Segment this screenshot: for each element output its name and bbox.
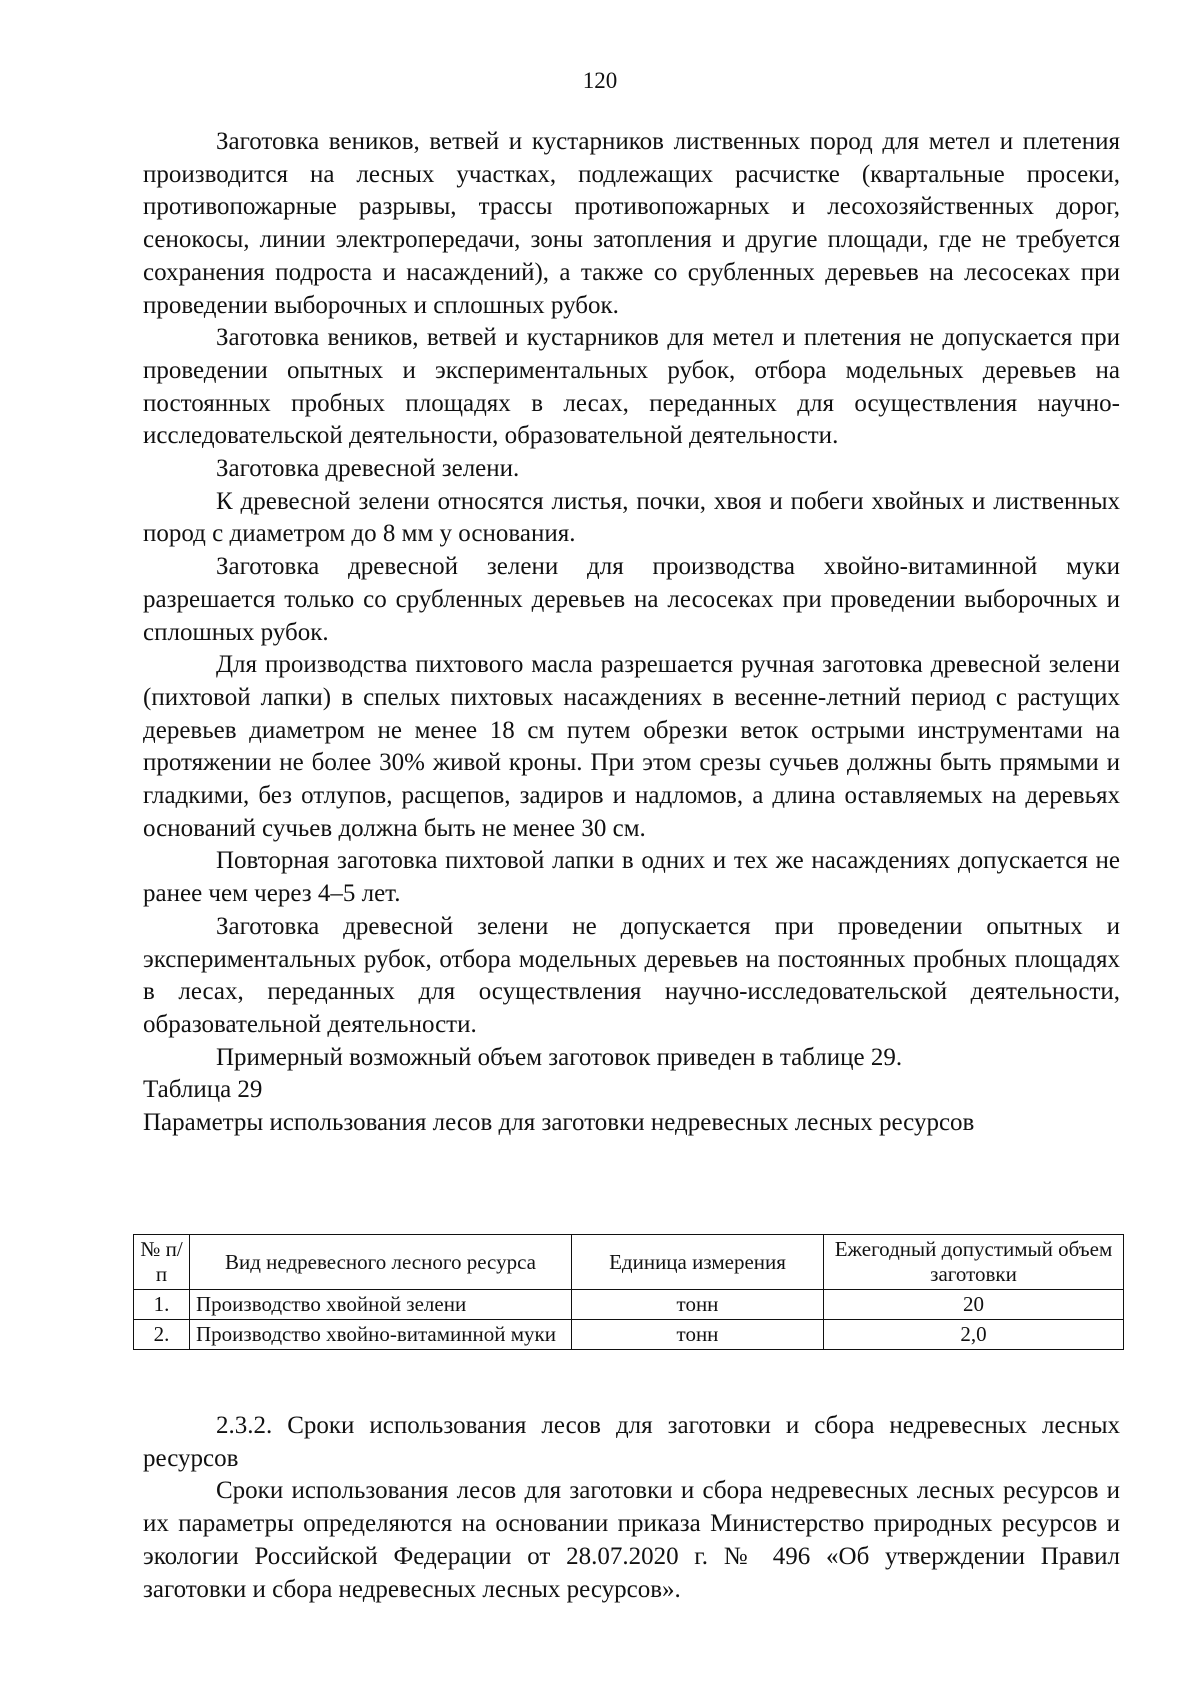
table-header-row [134,1235,1124,1290]
resource-table-wrapper [133,1234,1123,1350]
paragraph: Повторная заготовка пихтовой лапки в одних и тех же насаждениях допускается не ранее чем через 4–5 лет. [143,847,1120,908]
cell-unit: тонн [572,1290,824,1320]
paragraph: К древесной зелени относятся листья, почки, хвоя и побеги хвойных и лиственных пород с диаметром до 8 мм у основания. [143,487,1120,548]
header-unit: Единица измерения [572,1235,824,1290]
table-label: Таблица 29 [143,1076,263,1104]
header-volume: Ежегодный допустимый объем заготовки [824,1235,1124,1290]
cell-unit: тонн [572,1320,824,1350]
header-resource: Вид недревесного лесного ресурса [190,1235,572,1290]
section-text [143,1410,1120,1606]
cell-resource: Производство хвойно-витаминной муки [190,1320,572,1350]
paragraph: Заготовка древесной зелени не допускается при проведении опытных и экспериментальных рубок, отбора модельных деревьев на постоянных пробных площадях в лесах, переданных для осуществления научно-исследовательской деятельности, образовательной деятельности. [143,912,1120,1038]
cell-num: 2. [134,1320,190,1350]
paragraph: Примерный возможный объем заготовок приведен в таблице 29. [216,1043,903,1071]
table-row [134,1320,1124,1350]
paragraph: Заготовка древесной зелени для производства хвойно-витаминной муки разрешается только со срубленных деревьев на лесосеках при проведении выборочных и сплошных рубок. [143,553,1120,646]
cell-num: 1. [134,1290,190,1320]
cell-volume: 20 [824,1290,1124,1320]
paragraph: Для производства пихтового масла разрешается ручная заготовка древесной зелени (пихтовой лапки) в спелых пихтовых насаждениях в весенне-летний период с растущих деревьев диаметром не менее 18 см путем обрезки веток острыми инструментами на протяжении не более 30% живой кроны. При этом срезы сучьев должны быть прямыми и гладкими, без отлупов, расщепов, задиров и надломов, а длина оставляемых на деревьях оснований сучьев должна быть не менее 30 см. [143,651,1120,842]
paragraph: Заготовка древесной зелени. [216,455,520,483]
body-text [143,126,1120,1140]
cell-resource: Производство хвойной зелени [190,1290,572,1320]
section-heading: 2.3.2. Сроки использования лесов для заготовки и сбора недревесных лесных ресурсов [143,1412,1120,1472]
paragraph: Заготовка веников, ветвей и кустарников для метел и плетения не допускается при проведении опытных и экспериментальных рубок, отбора модельных деревьев на постоянных пробных площадях в лесах, переданных для осуществления научно-исследовательской деятельности, образовательной деятельности. [143,324,1120,450]
paragraph: Заготовка веников, ветвей и кустарников лиственных пород для метел и плетения производится на лесных участках, подлежащих расчистке (квартальные просеки, противопожарные разрывы, трассы противопожарных и лесохозяйственных дорог, сенокосы, линии электропередачи, зоны затопления и другие площади, где не требуется сохранения подроста и насаждений), а также со срубленных деревьев на лесосеках при проведении выборочных и сплошных рубок. [143,128,1120,319]
cell-volume: 2,0 [824,1320,1124,1350]
page-number: 120 [582,68,618,93]
header-num: № п/п [134,1235,190,1290]
table-caption: Параметры использования лесов для заготовки недревесных лесных ресурсов [143,1109,975,1137]
table-row [134,1290,1124,1320]
section-paragraph: Сроки использования лесов для заготовки и сбора недревесных лесных ресурсов и их параметры определяются на основании приказа Министерство природных ресурсов и экологии Российской Федерации от 28.07.2020 г. № 496 «Об утверждении Правил заготовки и сбора недревесных лесных ресурсов». [143,1477,1120,1603]
resource-table [133,1234,1124,1350]
